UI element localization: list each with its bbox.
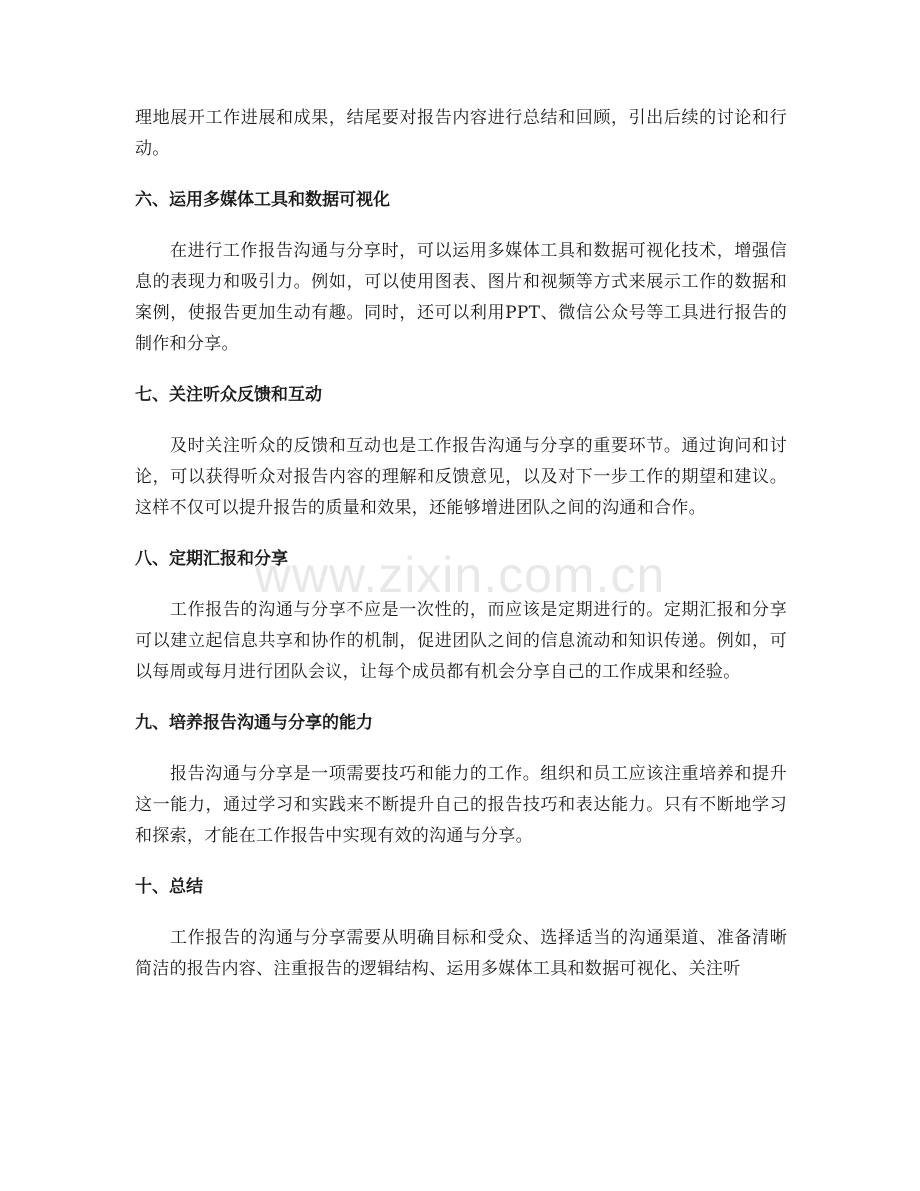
intro-paragraph-tail: 理地展开工作进展和成果，结尾要对报告内容进行总结和回顾，引出后续的讨论和行动。 [135,108,787,159]
section-8 [135,544,787,688]
section-heading: 九、培养报告沟通与分享的能力 [135,713,373,733]
section-heading: 六、运用多媒体工具和数据可视化 [135,190,390,210]
section-6 [135,185,787,360]
watermark: www.zixin.com.cn [254,547,666,603]
section-heading: 十、总结 [135,877,203,897]
section-7 [135,380,787,524]
section-body: 工作报告的沟通与分享不应是一次性的，而应该是定期进行的。定期汇报和分享可以建立起信息共享和协作的机制，促进团队之间的信息流动和知识传递。例如，可以每周或每月进行团队会议，让每个成员都有机会分享自己的工作成果和经验。 [135,600,787,682]
section-9 [135,708,787,852]
section-heading: 七、关注听众反馈和互动 [135,385,322,405]
section-body: 工作报告的沟通与分享需要从明确目标和受众、选择适当的沟通渠道、准备清晰简洁的报告内容、注重报告的逻辑结构、运用多媒体工具和数据可视化、关注听 [135,928,787,979]
document-body [135,103,787,985]
section-heading: 八、定期汇报和分享 [135,549,288,569]
section-body: 及时关注听众的反馈和互动也是工作报告沟通与分享的重要环节。通过询问和讨论，可以获得听众对报告内容的理解和反馈意见，以及对下一步工作的期望和建议。这样不仅可以提升报告的质量和效果，还能够增进团队之间的沟通和合作。 [135,436,787,518]
section-body: 报告沟通与分享是一项需要技巧和能力的工作。组织和员工应该注重培养和提升这一能力，通过学习和实践来不断提升自己的报告技巧和表达能力。只有不断地学习和探索，才能在工作报告中实现有效的沟通与分享。 [135,764,787,846]
section-body: 在进行工作报告沟通与分享时，可以运用多媒体工具和数据可视化技术，增强信息的表现力和吸引力。例如，可以使用图表、图片和视频等方式来展示工作的数据和案例，使报告更加生动有趣。同时，还可以利用PPT、微信公众号等工具进行报告的制作和分享。 [135,241,787,354]
section-10 [135,872,787,985]
